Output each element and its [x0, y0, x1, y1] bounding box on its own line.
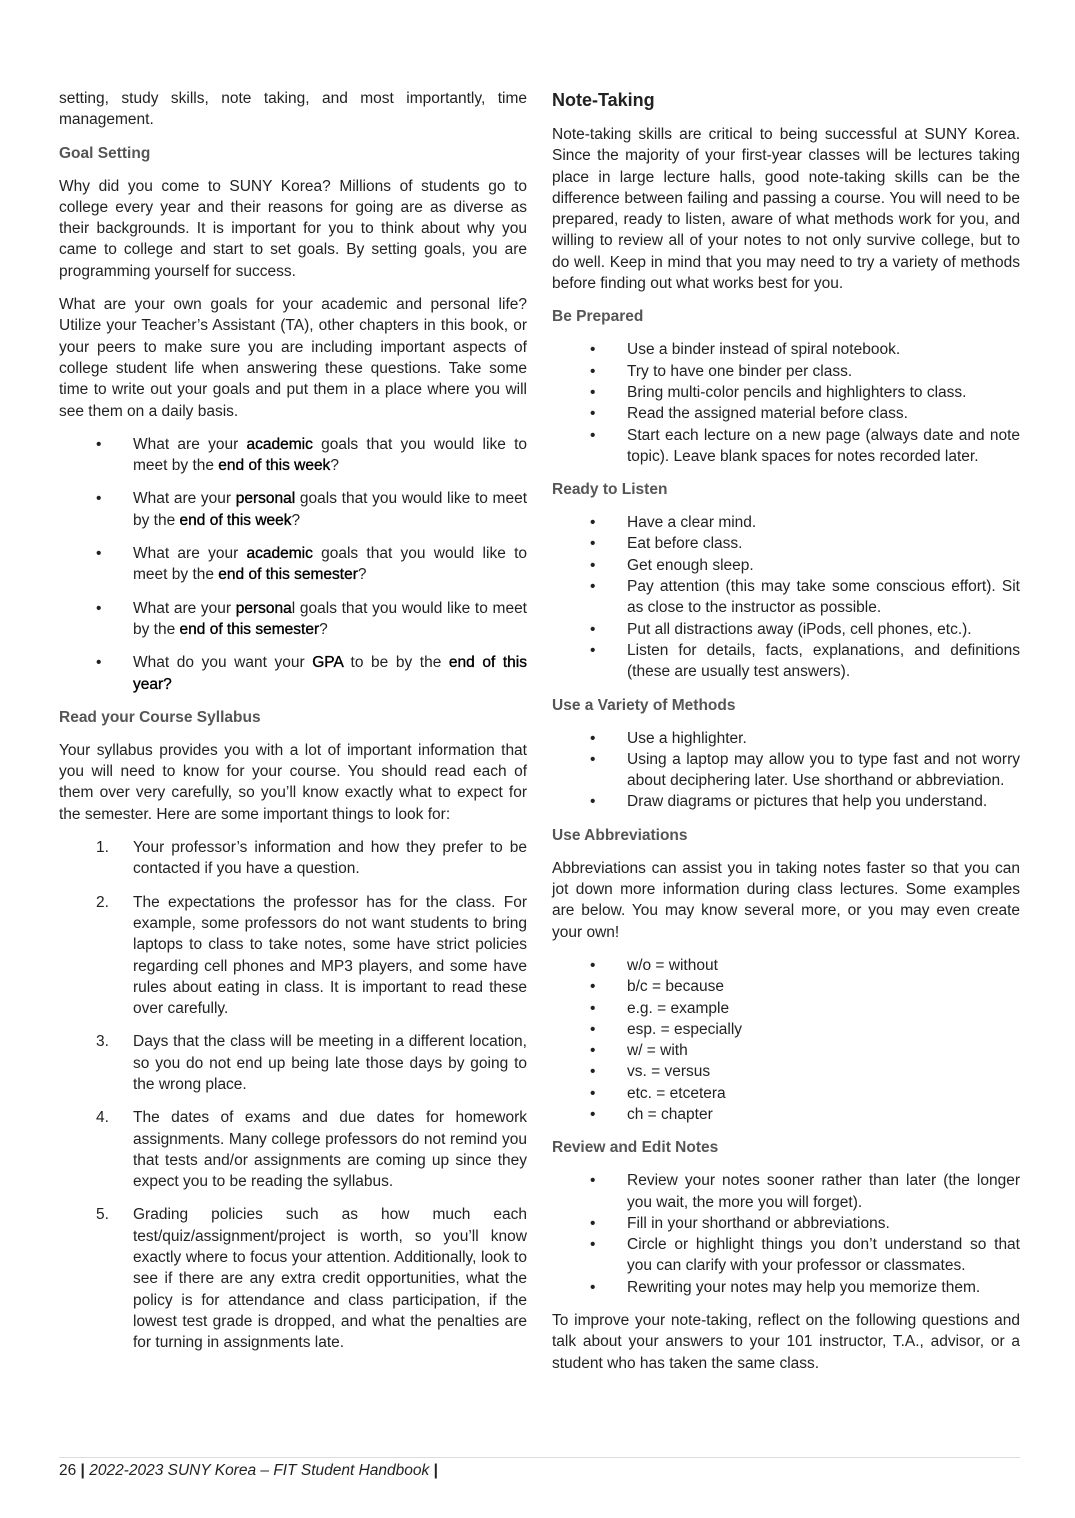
- list-item: • Listen for details, facts, explanations, and definitions (these are usually test answers).: [590, 641, 1020, 681]
- list-item: • What do you want your GPA to be by the end of this year?: [96, 654, 527, 693]
- bullet-icon: •: [590, 1105, 596, 1123]
- list-item: • Start each lecture on a new page (always date and note topic). Leave blank spaces for notes recorded later.: [590, 426, 1020, 465]
- bullet-icon: •: [590, 535, 596, 553]
- bullet-icon: •: [590, 405, 596, 423]
- list-item: • Draw diagrams or pictures that help you understand.: [552, 791, 1020, 812]
- section-title: Note-Taking: [552, 90, 655, 110]
- bullet-icon: •: [590, 341, 596, 359]
- note-taking-intro: Note-taking skills are critical to being successful at SUNY Korea. Since the majority of your first-year classes will be lectures taking place in large lecture halls, good note-taking skills can be the difference between failing and passing a course. You will need to be prepared, ready to listen, aware of what methods work for you, and willing to review all of your notes to not only survive college, but to do well. Keep in mind that you may need to try a variety of methods before finding out what works best for you.: [552, 126, 1020, 293]
- footer-divider: [59, 1457, 1020, 1458]
- bullet-icon: •: [590, 362, 596, 380]
- list-item: • Circle or highlight things you don’t understand so that you can clarify with your professor or classmates.: [590, 1236, 1020, 1275]
- list-item: • Pay attention (this may take some conscious effort). Sit as close to the instructor as possible.: [590, 578, 1020, 617]
- list-item: • ch = chapter: [552, 1104, 1020, 1125]
- bullet-icon: •: [590, 514, 596, 532]
- ready-to-listen-heading: Ready to Listen: [552, 481, 668, 499]
- bullet-icon: •: [590, 793, 596, 811]
- bullet-icon: •: [590, 750, 596, 768]
- list-item: • What are your personal goals that you would like to meet by the end of this week?: [96, 490, 528, 529]
- page-number: 26: [59, 1462, 77, 1479]
- syllabus-heading: Read your Course Syllabus: [59, 708, 261, 726]
- goal-setting-paragraph-2: What are your own goals for your academic and personal life? Utilize your Teacher’s Assistant (TA), other chapters in this book, or your peers to make sure you are including important aspects of college student life when answering these questions. Take some time to write out your goals and put them in a place where you will see them on a daily basis.: [59, 296, 527, 420]
- list-item: • esp. = especially: [552, 1019, 1020, 1040]
- list-item: • Get enough sleep.: [552, 555, 1020, 576]
- bullet-icon: •: [590, 1214, 596, 1232]
- bullet-icon: •: [96, 435, 102, 453]
- handbook-title: 2022-2023 SUNY Korea – FIT Student Handbook: [89, 1462, 430, 1479]
- list-item: • Fill in your shorthand or abbreviations.: [552, 1213, 1020, 1234]
- bullet-icon: •: [590, 1042, 596, 1060]
- right-column: [552, 88, 1020, 1386]
- list-item: • Rewriting your notes may help you memorize them.: [552, 1277, 1020, 1298]
- goal-setting-paragraph-1: Why did you come to SUNY Korea? Millions of students go to college every year and their reasons for going are as diverse as their backgrounds. It is important for you to think about why you came to college and start to set goals. By setting goals, you are programming yourself for success.: [59, 177, 527, 280]
- syllabus-paragraph: Your syllabus provides you with a lot of important information that you will need to know for your course. You should read each of them over very carefully, so you’ll know exactly what to expect for the semester. Here are some important things to look for:: [59, 741, 527, 823]
- bullet-icon: •: [590, 978, 596, 996]
- review-notes-list: [552, 1170, 1020, 1298]
- ready-to-listen-list: [552, 512, 1020, 682]
- list-item: • e.g. = example: [552, 998, 1020, 1019]
- list-item: • w/o = without: [552, 955, 1020, 976]
- bullet-icon: •: [590, 383, 596, 401]
- list-item: • Try to have one binder per class.: [552, 361, 1020, 382]
- bullet-icon: •: [590, 1063, 596, 1081]
- list-item: • Have a clear mind.: [552, 512, 1020, 533]
- abbreviations-list: [552, 955, 1020, 1125]
- bullet-icon: •: [590, 1172, 596, 1190]
- list-item: • Read the assigned material before class.: [552, 403, 1020, 424]
- be-prepared-list: [552, 339, 1020, 467]
- bullet-icon: •: [590, 1020, 596, 1038]
- bullet-icon: •: [590, 1084, 596, 1102]
- bullet-icon: •: [590, 578, 596, 596]
- be-prepared-heading: Be Prepared: [552, 308, 644, 326]
- bullet-icon: •: [590, 956, 596, 974]
- bullet-icon: •: [96, 654, 102, 672]
- bullet-icon: •: [590, 641, 596, 659]
- list-item: 5. Grading policies such as how much each test/quiz/assignment/project is worth, so you’ll know exactly where to focus your attention. Additionally, look to see if there are any extra credit opportunities, what the policy is for attendance and class participation, if the lowest test grade is dropped, and what the penalties are for turning in assignments late.: [96, 1206, 527, 1352]
- bullet-icon: •: [590, 556, 596, 574]
- list-item: 2. The expectations the professor has for the class. For example, some professors do not want students to bring laptops to class to take notes, some have strict policies regarding cell phones and MP3 players, and some have rules about eating in class. It is important to read these over carefully.: [96, 893, 527, 1018]
- closing-paragraph: To improve your note-taking, reflect on the following questions and talk about your answers to your 101 instructor, T.A., advisor, or a student who has taken the same class.: [552, 1312, 1020, 1372]
- list-item: • Put all distractions away (iPods, cell phones, etc.).: [552, 619, 1020, 640]
- abbreviations-paragraph: Abbreviations can assist you in taking notes faster so that you can jot down more information during class lectures. Some examples are below. You may know several more, or you may even create your own!: [552, 859, 1020, 941]
- list-item: • What are your academic goals that you would like to meet by the end of this week?: [96, 435, 527, 475]
- list-item: • Eat before class.: [552, 533, 1020, 554]
- bullet-icon: •: [590, 426, 596, 444]
- list-item: • Use a highlighter.: [552, 728, 1020, 749]
- list-item: • Use a binder instead of spiral notebook.: [552, 339, 1020, 360]
- list-item: • w/ = with: [552, 1040, 1020, 1061]
- list-item: • Using a laptop may allow you to type fast and not worry about deciphering later. Use shorthand or abbreviation.: [590, 750, 1020, 790]
- list-item: • What are your academic goals that you would like to meet by the end of this semester?: [96, 545, 527, 584]
- bullet-icon: •: [590, 1236, 596, 1254]
- goal-setting-heading: Goal Setting: [59, 144, 151, 162]
- syllabus-list: [59, 837, 527, 1354]
- review-notes-heading: Review and Edit Notes: [552, 1139, 719, 1157]
- bullet-icon: •: [590, 1278, 596, 1296]
- list-item: 3. Days that the class will be meeting in a different location, so you do not end up being late those days by going to the wrong place.: [96, 1033, 527, 1093]
- list-item: • etc. = etcetera: [552, 1083, 1020, 1104]
- variety-of-methods-list: [552, 728, 1020, 813]
- left-column: [59, 88, 527, 1366]
- list-item: • Bring multi-color pencils and highlighters to class.: [552, 382, 1020, 403]
- variety-of-methods-heading: Use a Variety of Methods: [552, 696, 736, 714]
- abbreviations-heading: Use Abbreviations: [552, 826, 688, 844]
- bullet-icon: •: [96, 490, 102, 508]
- bullet-icon: •: [590, 999, 596, 1017]
- list-item: 4. The dates of exams and due dates for homework assignments. Many college professors do not remind you that tests and/or assignments are coming up since they expect you to be reading the syllabus.: [96, 1109, 527, 1191]
- list-item: 1. Your professor’s information and how they prefer to be contacted if you have a question.: [96, 839, 527, 878]
- goal-questions-list: [59, 434, 527, 695]
- bullet-icon: •: [96, 545, 102, 563]
- intro-continuation: setting, study skills, note taking, and most importantly, time management.: [59, 90, 527, 129]
- bullet-icon: •: [590, 729, 596, 747]
- bullet-icon: •: [96, 599, 102, 617]
- list-item: • vs. = versus: [552, 1061, 1020, 1082]
- bullet-icon: •: [590, 620, 596, 638]
- list-item: • b/c = because: [552, 976, 1020, 997]
- page-footer: 26 | 2022-2023 SUNY Korea – FIT Student Handbook |: [59, 1462, 438, 1479]
- list-item: • What are your personal goals that you would like to meet by the end of this semester?: [96, 599, 527, 638]
- list-item: • Review your notes sooner rather than later (the longer you wait, the more you will forget).: [590, 1172, 1020, 1211]
